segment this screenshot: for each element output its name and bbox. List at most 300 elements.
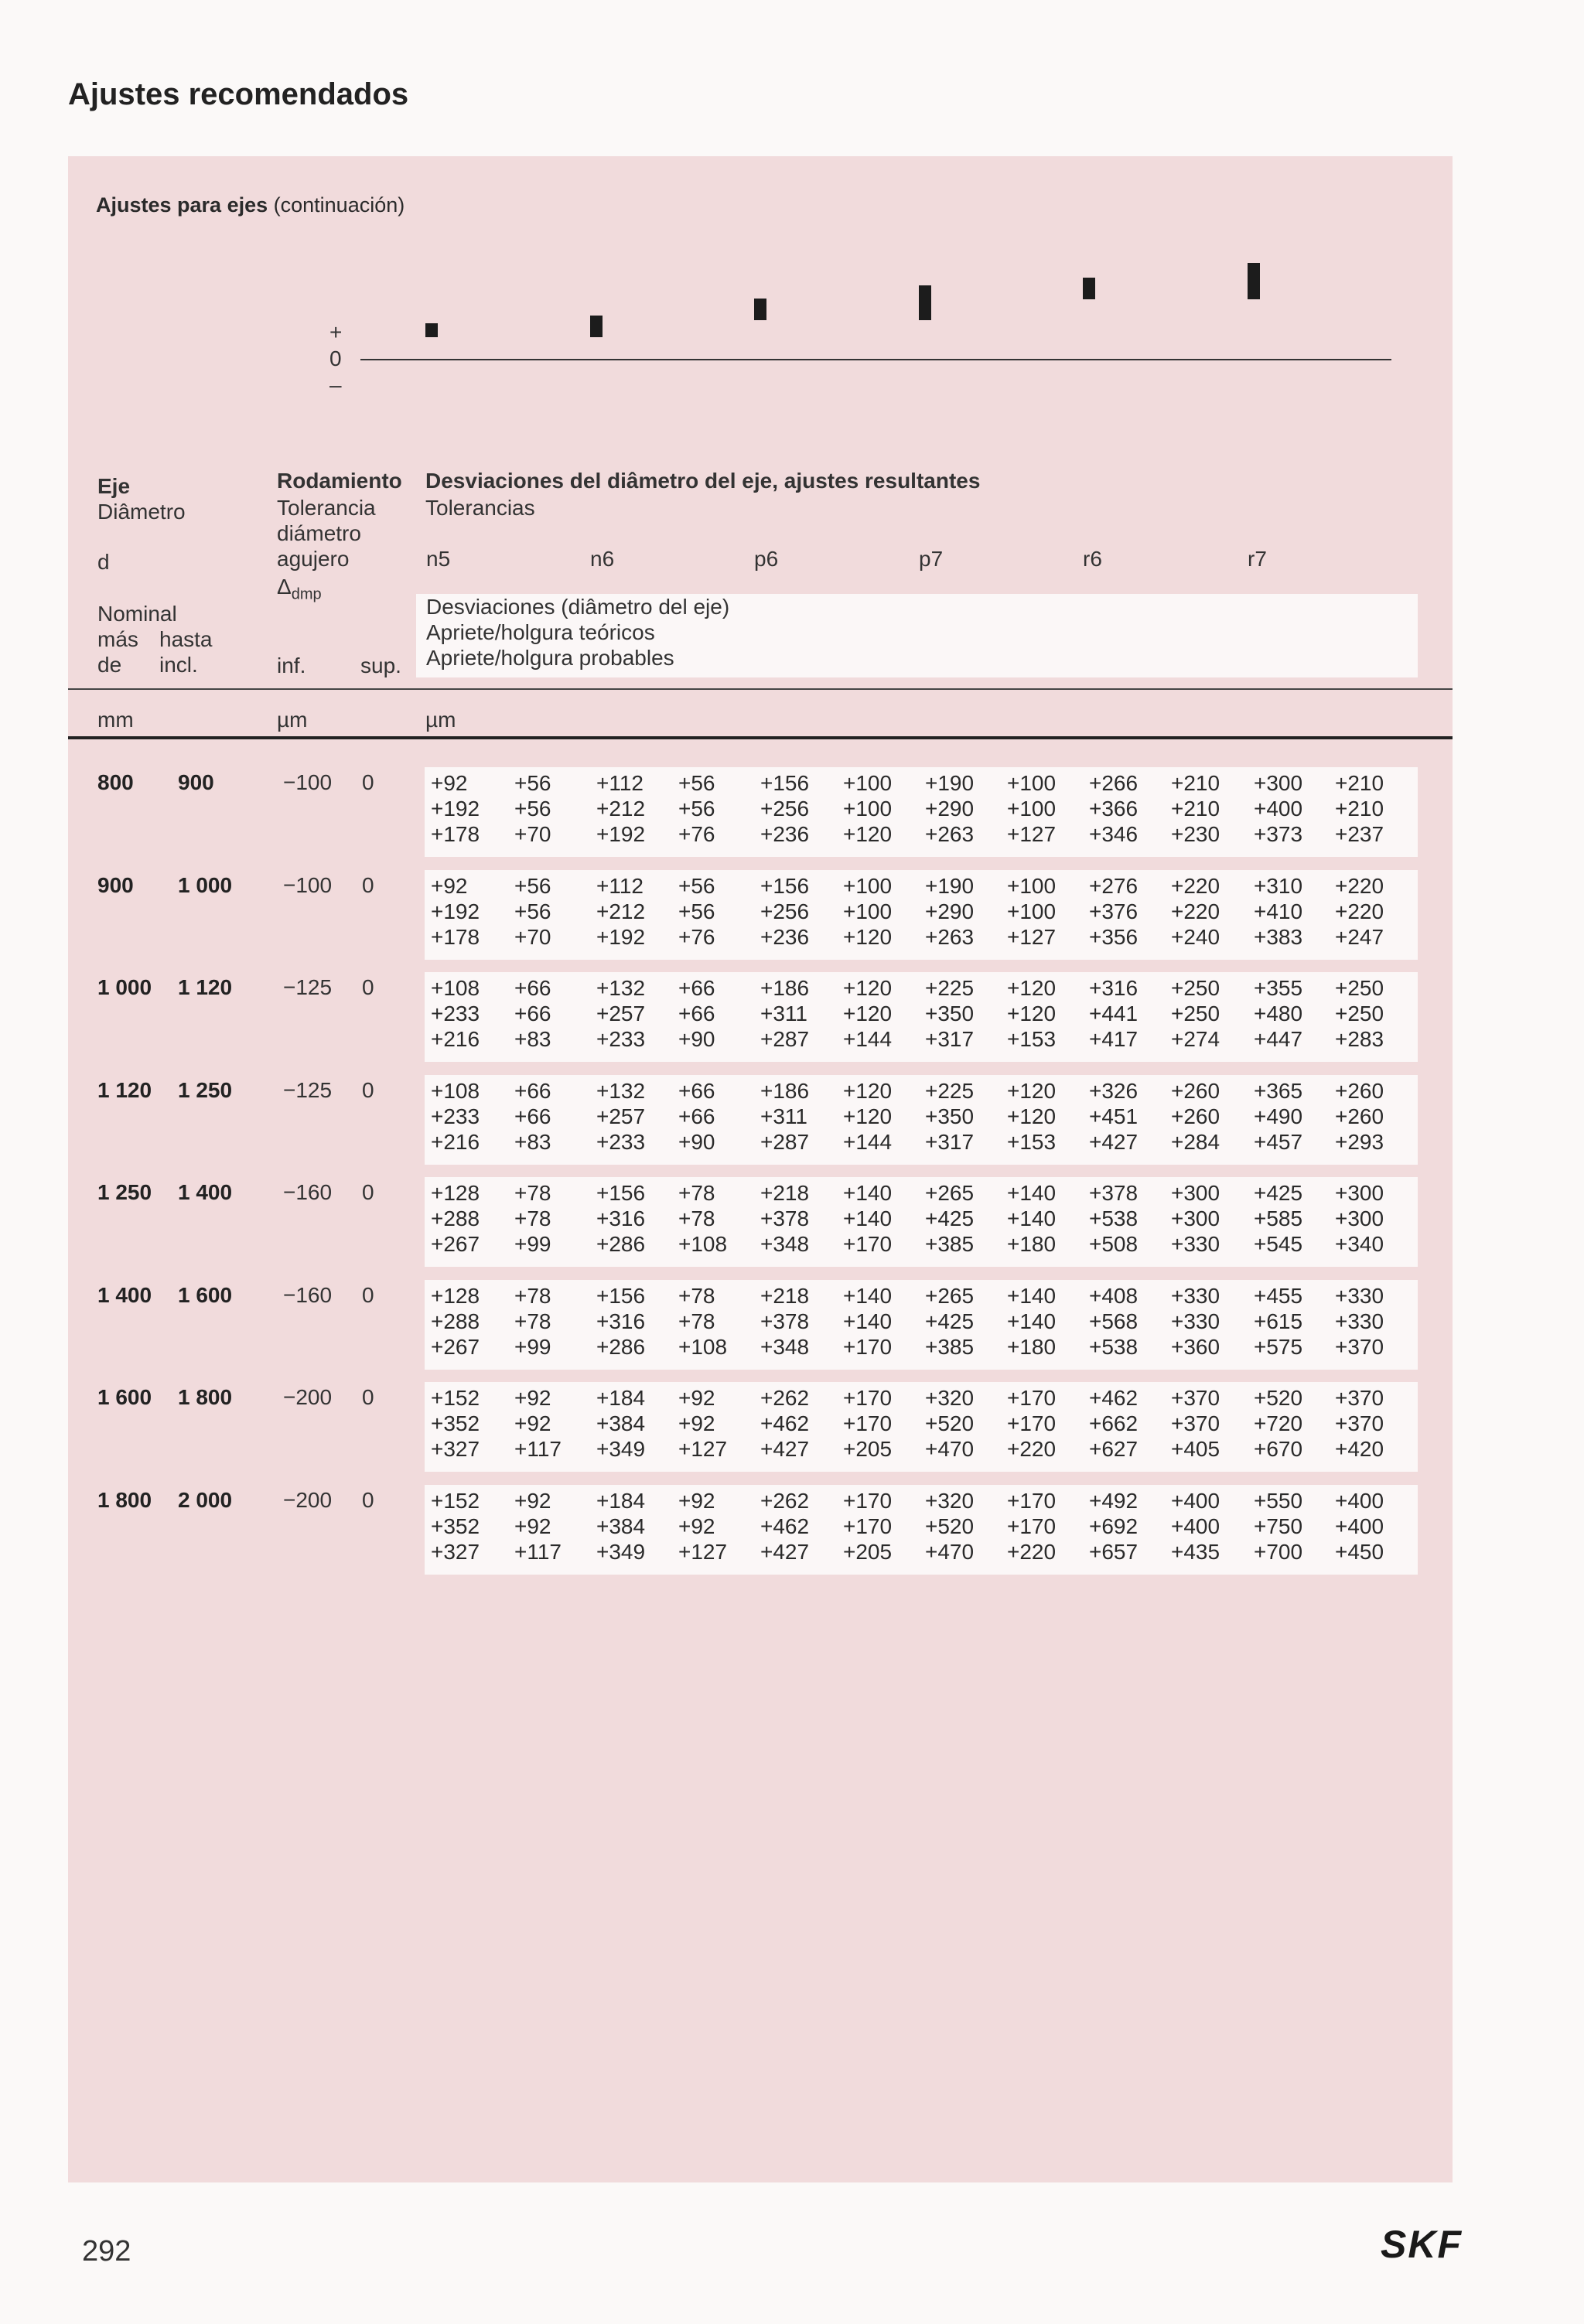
fit-value-cell: +120: [1007, 1104, 1057, 1128]
fit-value-cell: +225: [925, 1078, 975, 1103]
fit-value-cell: +127: [1007, 822, 1057, 846]
fit-value-cell: +348: [760, 1232, 810, 1256]
fit-value-cell: +317: [925, 1129, 975, 1154]
header-diametro-agujero: diámetro: [277, 521, 361, 545]
fit-value-cell: +283: [1335, 1027, 1384, 1051]
fit-value-cell: +66: [678, 1104, 715, 1128]
bore-tolerance-inf: −100: [283, 770, 333, 794]
fit-value-cell: +99: [514, 1232, 551, 1256]
fit-values-block: [425, 767, 1418, 857]
fit-values-block: [425, 1177, 1418, 1267]
fit-value-cell: +156: [760, 771, 810, 795]
fit-value-cell: +400: [1254, 797, 1303, 821]
bore-tolerance-sup: 0: [362, 1077, 374, 1102]
fit-value-cell: +66: [514, 976, 551, 1000]
fit-value-cell: +317: [925, 1027, 975, 1051]
fit-value-cell: +100: [1007, 771, 1057, 795]
fit-value-cell: +370: [1171, 1386, 1220, 1410]
fit-value-cell: +236: [760, 924, 810, 949]
fit-value-cell: +346: [1089, 822, 1138, 846]
fit-value-cell: +520: [925, 1411, 975, 1435]
fit-value-cell: +153: [1007, 1129, 1057, 1154]
fit-value-cell: +316: [596, 1309, 646, 1333]
fit-value-cell: +90: [678, 1027, 715, 1051]
tolerance-bar-p6: [754, 299, 766, 320]
fit-value-cell: +78: [678, 1309, 715, 1333]
fit-value-cell: +120: [843, 822, 893, 846]
fits-table-panel: [68, 156, 1453, 2182]
fit-value-cell: +427: [760, 1539, 810, 1564]
bore-tolerance-sup: 0: [362, 770, 374, 794]
fit-value-cell: +427: [760, 1437, 810, 1461]
header-inf: inf.: [277, 654, 306, 677]
fit-value-cell: +320: [925, 1386, 975, 1410]
fit-value-cell: +78: [678, 1283, 715, 1308]
fit-value-cell: +286: [596, 1232, 646, 1256]
bore-tolerance-inf: −160: [283, 1180, 333, 1204]
fit-value-cell: +490: [1254, 1104, 1303, 1128]
diameter-from: 1 600: [97, 1385, 152, 1409]
fit-value-cell: +378: [760, 1206, 810, 1230]
fit-value-cell: +76: [678, 822, 715, 846]
fit-value-cell: +92: [514, 1488, 551, 1513]
bore-tolerance-sup: 0: [362, 1180, 374, 1204]
diameter-to: 1 000: [178, 872, 233, 897]
fit-value-cell: +210: [1335, 771, 1384, 795]
fit-values-block: [425, 1075, 1418, 1165]
fit-value-cell: +140: [843, 1181, 893, 1205]
fit-value-cell: +247: [1335, 924, 1384, 949]
fit-value-cell: +178: [431, 822, 480, 846]
fit-value-cell: +66: [678, 1002, 715, 1025]
fit-value-cell: +210: [1171, 797, 1220, 821]
fit-value-cell: +100: [1007, 873, 1057, 898]
fit-value-cell: +260: [1335, 1104, 1384, 1128]
fit-value-cell: +330: [1335, 1283, 1384, 1308]
fit-value-cell: +233: [596, 1027, 646, 1051]
fit-value-cell: +545: [1254, 1232, 1303, 1256]
fit-value-cell: +700: [1254, 1539, 1303, 1564]
fit-value-cell: +365: [1254, 1078, 1303, 1103]
fit-value-cell: +310: [1254, 873, 1303, 898]
fit-value-cell: +127: [1007, 924, 1057, 949]
fit-value-cell: +425: [925, 1206, 975, 1230]
header-nominal: Nominal: [97, 602, 177, 626]
diameter-to: 2 000: [178, 1487, 233, 1512]
fit-value-cell: +117: [514, 1539, 562, 1564]
fit-value-cell: +120: [1007, 976, 1057, 1000]
fit-r6: r6: [1083, 547, 1102, 571]
fit-n6: n6: [590, 547, 615, 571]
fit-value-cell: +692: [1089, 1514, 1138, 1538]
diameter-row: [68, 972, 1453, 1065]
header-sup: sup.: [360, 654, 401, 677]
diameter-from: 1 250: [97, 1180, 152, 1204]
fit-value-cell: +300: [1171, 1206, 1220, 1230]
fit-value-cell: +378: [760, 1309, 810, 1333]
fit-value-cell: +120: [1007, 1078, 1057, 1103]
fit-value-cell: +156: [596, 1283, 646, 1308]
header-diametro: Diâmetro: [97, 500, 186, 524]
fit-value-cell: +144: [843, 1027, 893, 1051]
tolerance-bar-r7: [1248, 263, 1260, 299]
fit-value-cell: +300: [1171, 1181, 1220, 1205]
fit-value-cell: +262: [760, 1386, 810, 1410]
fit-value-cell: +66: [678, 1078, 715, 1103]
bore-tolerance-sup: 0: [362, 872, 374, 897]
fit-value-cell: +350: [925, 1002, 975, 1025]
tolerance-bar-n6: [590, 316, 603, 337]
diameter-to: 900: [178, 770, 214, 794]
fit-value-cell: +100: [1007, 899, 1057, 923]
panel-title: Ajustes para ejes (continuación): [96, 193, 405, 217]
fit-value-cell: +447: [1254, 1027, 1303, 1051]
fit-value-cell: +140: [843, 1309, 893, 1333]
fit-value-cell: +262: [760, 1488, 810, 1513]
fit-value-cell: +408: [1089, 1283, 1138, 1308]
fit-value-cell: +180: [1007, 1232, 1057, 1256]
fit-value-cell: +220: [1171, 899, 1220, 923]
fit-value-cell: +257: [596, 1104, 646, 1128]
fit-value-cell: +233: [596, 1129, 646, 1154]
fit-value-cell: +108: [678, 1232, 728, 1256]
fit-p6: p6: [754, 547, 779, 571]
header-eje: Eje: [97, 474, 131, 498]
header-hasta: hasta: [159, 627, 213, 651]
fit-value-cell: +327: [431, 1539, 480, 1564]
fit-value-cell: +400: [1171, 1514, 1220, 1538]
fit-value-cell: +384: [596, 1411, 646, 1435]
diameter-row: [68, 1177, 1453, 1270]
fit-value-cell: +56: [678, 899, 715, 923]
fit-value-cell: +420: [1335, 1437, 1384, 1461]
fit-value-cell: +220: [1335, 873, 1384, 898]
bore-tolerance-inf: −125: [283, 1077, 333, 1102]
fit-values-block: [425, 972, 1418, 1062]
diameter-row: [68, 767, 1453, 860]
fit-value-cell: +66: [514, 1078, 551, 1103]
fit-value-cell: +117: [514, 1437, 562, 1461]
fit-value-cell: +92: [678, 1411, 715, 1435]
fit-value-cell: +78: [678, 1206, 715, 1230]
fit-value-cell: +435: [1171, 1539, 1220, 1564]
fit-value-cell: +192: [596, 822, 646, 846]
fit-value-cell: +127: [678, 1437, 728, 1461]
fit-value-cell: +470: [925, 1437, 975, 1461]
fit-value-cell: +120: [843, 1002, 893, 1025]
fit-value-cell: +670: [1254, 1437, 1303, 1461]
fit-value-cell: +205: [843, 1539, 893, 1564]
fit-value-cell: +316: [596, 1206, 646, 1230]
fit-value-cell: +153: [1007, 1027, 1057, 1051]
diameter-row: [68, 1485, 1453, 1578]
fit-value-cell: +144: [843, 1129, 893, 1154]
fit-values-block: [425, 1280, 1418, 1370]
fit-value-cell: +180: [1007, 1334, 1057, 1359]
fit-value-cell: +263: [925, 924, 975, 949]
tolerance-bar-n5: [425, 323, 438, 337]
fit-value-cell: +425: [925, 1309, 975, 1333]
bore-tolerance-inf: −100: [283, 872, 333, 897]
fit-value-cell: +220: [1335, 899, 1384, 923]
fit-value-cell: +56: [514, 771, 551, 795]
fit-value-cell: +462: [1089, 1386, 1138, 1410]
fit-value-cell: +184: [596, 1386, 646, 1410]
fit-p7: p7: [919, 547, 944, 571]
fit-value-cell: +205: [843, 1437, 893, 1461]
fit-value-cell: +441: [1089, 1002, 1138, 1025]
fit-value-cell: +265: [925, 1181, 975, 1205]
fit-value-cell: +287: [760, 1027, 810, 1051]
diameter-from: 1 400: [97, 1282, 152, 1307]
fit-value-cell: +750: [1254, 1514, 1303, 1538]
fit-value-cell: +156: [596, 1181, 646, 1205]
fit-value-cell: +216: [431, 1027, 480, 1051]
units-rule: [68, 736, 1453, 739]
fit-value-cell: +455: [1254, 1283, 1303, 1308]
diameter-to: 1 800: [178, 1385, 233, 1409]
fit-value-cell: +83: [514, 1129, 551, 1154]
fit-value-cell: +120: [843, 1078, 893, 1103]
fit-value-cell: +257: [596, 1002, 646, 1025]
fit-value-cell: +128: [431, 1283, 480, 1308]
fit-value-cell: +300: [1335, 1206, 1384, 1230]
fit-value-cell: +210: [1171, 771, 1220, 795]
fit-value-cell: +300: [1335, 1181, 1384, 1205]
fit-value-cell: +492: [1089, 1488, 1138, 1513]
diameter-from: 1 120: [97, 1077, 152, 1102]
fit-value-cell: +92: [514, 1411, 551, 1435]
fit-value-cell: +220: [1171, 873, 1220, 898]
fit-value-cell: +170: [843, 1334, 893, 1359]
diameter-from: 800: [97, 770, 134, 794]
fit-r7: r7: [1248, 547, 1267, 571]
fit-value-cell: +100: [843, 771, 893, 795]
fit-value-cell: +140: [843, 1283, 893, 1308]
fit-value-cell: +330: [1335, 1309, 1384, 1333]
fit-value-cell: +192: [431, 899, 480, 923]
fit-value-cell: +356: [1089, 924, 1138, 949]
fit-value-cell: +250: [1335, 1002, 1384, 1025]
fit-value-cell: +132: [596, 976, 646, 1000]
fit-value-cell: +78: [514, 1283, 551, 1308]
fit-value-cell: +290: [925, 797, 975, 821]
skf-logo: SKF: [1381, 2223, 1463, 2266]
fit-value-cell: +508: [1089, 1232, 1138, 1256]
fit-value-cell: +538: [1089, 1334, 1138, 1359]
diameter-row: [68, 1075, 1453, 1168]
fit-value-cell: +287: [760, 1129, 810, 1154]
fit-value-cell: +156: [760, 873, 810, 898]
fit-value-cell: +457: [1254, 1129, 1303, 1154]
fit-value-cell: +190: [925, 873, 975, 898]
tolerance-bar-r6: [1083, 278, 1095, 299]
fit-value-cell: +192: [596, 924, 646, 949]
bore-tolerance-sup: 0: [362, 975, 374, 999]
fit-value-cell: +170: [843, 1386, 893, 1410]
fit-value-cell: +220: [1007, 1437, 1057, 1461]
fit-value-cell: +92: [678, 1386, 715, 1410]
fit-value-cell: +550: [1254, 1488, 1303, 1513]
fit-value-cell: +70: [514, 924, 551, 949]
fit-value-cell: +170: [1007, 1411, 1057, 1435]
fit-value-cell: +170: [843, 1488, 893, 1513]
fit-value-cell: +218: [760, 1181, 810, 1205]
fit-value-cell: +120: [1007, 1002, 1057, 1025]
fit-value-cell: +152: [431, 1386, 480, 1410]
fit-value-cell: +360: [1171, 1334, 1220, 1359]
fit-value-cell: +237: [1335, 822, 1384, 846]
fit-value-cell: +470: [925, 1539, 975, 1564]
fit-value-cell: +56: [514, 797, 551, 821]
fit-n5: n5: [426, 547, 451, 571]
fit-value-cell: +178: [431, 924, 480, 949]
fit-values-block: [425, 1382, 1418, 1472]
fit-value-cell: +349: [596, 1437, 646, 1461]
fit-value-cell: +100: [1007, 797, 1057, 821]
fit-value-cell: +170: [1007, 1386, 1057, 1410]
fit-value-cell: +373: [1254, 822, 1303, 846]
diameter-to: 1 400: [178, 1180, 233, 1204]
fit-value-cell: +140: [1007, 1181, 1057, 1205]
page-title: Ajustes recomendados: [68, 77, 409, 111]
header-agujero: agujero: [277, 547, 350, 571]
fit-value-cell: +427: [1089, 1129, 1138, 1154]
fit-value-cell: +263: [925, 822, 975, 846]
zero-sign: 0: [329, 346, 342, 370]
fit-value-cell: +120: [843, 1104, 893, 1128]
header-d: d: [97, 550, 110, 574]
fit-value-cell: +108: [431, 1078, 480, 1103]
header-tolerancias: Tolerancias: [425, 496, 535, 520]
diameter-from: 1 000: [97, 975, 152, 999]
fit-value-cell: +56: [678, 797, 715, 821]
fit-value-cell: +186: [760, 976, 810, 1000]
header-tolerancia: Tolerancia: [277, 496, 376, 520]
fit-value-cell: +112: [596, 771, 644, 795]
fit-value-cell: +288: [431, 1309, 480, 1333]
bore-tolerance-sup: 0: [362, 1385, 374, 1409]
fit-value-cell: +230: [1171, 822, 1220, 846]
fit-value-cell: +348: [760, 1334, 810, 1359]
fit-value-cell: +233: [431, 1104, 480, 1128]
fit-value-cell: +90: [678, 1129, 715, 1154]
fit-value-cell: +120: [843, 924, 893, 949]
fit-value-cell: +370: [1335, 1386, 1384, 1410]
fit-value-cell: +240: [1171, 924, 1220, 949]
fit-value-cell: +575: [1254, 1334, 1303, 1359]
fit-value-cell: +260: [1171, 1104, 1220, 1128]
fit-value-cell: +140: [1007, 1283, 1057, 1308]
diameter-to: 1 250: [178, 1077, 233, 1102]
fit-value-cell: +316: [1089, 976, 1138, 1000]
tolerance-bar-p7: [919, 285, 931, 320]
fit-value-cell: +83: [514, 1027, 551, 1051]
fit-value-cell: +320: [925, 1488, 975, 1513]
plus-sign: +: [329, 320, 343, 344]
diameter-to: 1 120: [178, 975, 233, 999]
unit-um-bore: µm: [277, 708, 308, 732]
fit-value-cell: +267: [431, 1334, 480, 1359]
fit-value-cell: +330: [1171, 1309, 1220, 1333]
fit-value-cell: +66: [678, 976, 715, 1000]
fit-value-cell: +370: [1335, 1411, 1384, 1435]
fit-value-cell: +462: [760, 1514, 810, 1538]
header-desviaciones-title: Desviaciones del diâmetro del eje, ajustes resultantes: [425, 469, 981, 493]
fit-value-cell: +260: [1171, 1078, 1220, 1103]
legend-teoricos: Apriete/holgura teóricos: [426, 620, 655, 644]
bore-tolerance-sup: 0: [362, 1487, 374, 1512]
fit-value-cell: +216: [431, 1129, 480, 1154]
header-rodamiento: Rodamiento: [277, 469, 402, 493]
fit-value-cell: +568: [1089, 1309, 1138, 1333]
fit-value-cell: +451: [1089, 1104, 1138, 1128]
minus-sign: –: [329, 373, 342, 397]
fit-value-cell: +286: [596, 1334, 646, 1359]
fit-value-cell: +78: [678, 1181, 715, 1205]
diameter-from: 1 800: [97, 1487, 152, 1512]
fit-value-cell: +100: [843, 873, 893, 898]
fit-value-cell: +657: [1089, 1539, 1138, 1564]
fit-value-cell: +425: [1254, 1181, 1303, 1205]
fit-value-cell: +349: [596, 1539, 646, 1564]
fit-value-cell: +170: [843, 1411, 893, 1435]
fit-value-cell: +99: [514, 1334, 551, 1359]
bore-tolerance-inf: −200: [283, 1385, 333, 1409]
fit-values-block: [425, 870, 1418, 960]
fit-value-cell: +376: [1089, 899, 1138, 923]
fit-value-cell: +152: [431, 1488, 480, 1513]
fit-value-cell: +480: [1254, 1002, 1303, 1025]
fit-value-cell: +627: [1089, 1437, 1138, 1461]
fit-value-cell: +250: [1171, 976, 1220, 1000]
fit-value-cell: +265: [925, 1283, 975, 1308]
zero-line: [360, 359, 1391, 360]
fit-value-cell: +520: [1254, 1386, 1303, 1410]
fit-value-cell: +300: [1254, 771, 1303, 795]
fit-value-cell: +112: [596, 873, 644, 898]
fit-value-cell: +256: [760, 797, 810, 821]
diameter-from: 900: [97, 872, 134, 897]
fit-value-cell: +330: [1171, 1283, 1220, 1308]
fit-value-cell: +366: [1089, 797, 1138, 821]
fit-value-cell: +311: [760, 1002, 807, 1025]
diameter-row: [68, 870, 1453, 963]
fit-value-cell: +355: [1254, 976, 1303, 1000]
fit-value-cell: +66: [514, 1104, 551, 1128]
fit-value-cell: +56: [678, 771, 715, 795]
fit-value-cell: +140: [1007, 1206, 1057, 1230]
fit-value-cell: +615: [1254, 1309, 1303, 1333]
fit-value-cell: +140: [843, 1206, 893, 1230]
fit-value-cell: +260: [1335, 1078, 1384, 1103]
header-delta-dmp: $\Delta_{dmp}$: [277, 575, 322, 603]
fit-value-cell: +100: [843, 797, 893, 821]
diameter-row: [68, 1280, 1453, 1373]
fit-value-cell: +78: [514, 1309, 551, 1333]
fit-value-cell: +662: [1089, 1411, 1138, 1435]
header-mas: más: [97, 627, 138, 651]
fit-value-cell: +170: [1007, 1488, 1057, 1513]
fit-value-cell: +92: [431, 873, 468, 898]
fit-value-cell: +370: [1335, 1334, 1384, 1359]
fit-value-cell: +266: [1089, 771, 1138, 795]
header-incl: incl.: [159, 653, 198, 677]
fit-value-cell: +100: [843, 899, 893, 923]
fit-value-cell: +288: [431, 1206, 480, 1230]
fit-value-cell: +410: [1254, 899, 1303, 923]
fit-value-cell: +462: [760, 1411, 810, 1435]
